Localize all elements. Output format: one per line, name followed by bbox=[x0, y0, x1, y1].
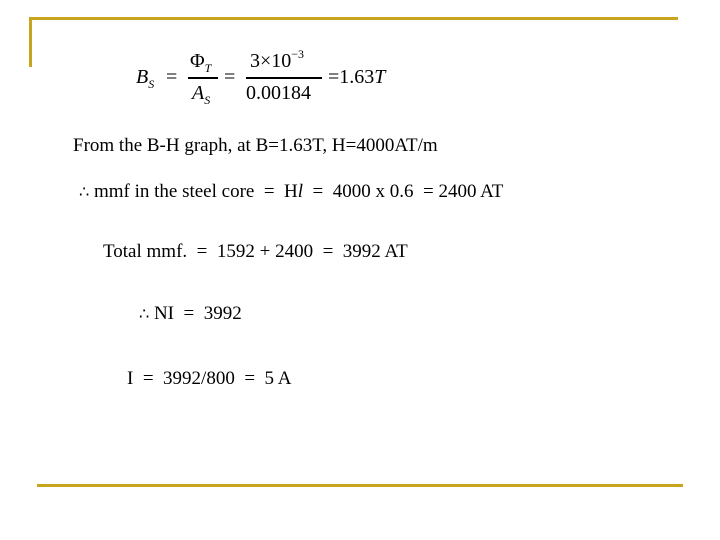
eq-equals-1: = bbox=[166, 66, 178, 88]
current-line: I = 3992/800 = 5 A bbox=[127, 368, 292, 389]
eq-frac1-numerator: $\Phi_T$ bbox=[190, 50, 212, 75]
eq-equals-2: = bbox=[224, 66, 236, 88]
eq-lhs: $B_S$ bbox=[136, 66, 155, 91]
eq-frac2-denominator: 0.00184 bbox=[246, 82, 311, 104]
therefore-symbol: ∴ bbox=[79, 182, 90, 201]
therefore-symbol: ∴ bbox=[139, 304, 150, 323]
eq-frac1-bar bbox=[188, 77, 218, 79]
eq-result: =1.63T bbox=[328, 66, 386, 88]
bottom-rule bbox=[37, 484, 683, 487]
flux-density-equation bbox=[136, 48, 436, 110]
bh-graph-line: From the B-H graph, at B=1.63T, H=4000AT/m bbox=[73, 135, 438, 156]
eq-frac2-bar bbox=[246, 77, 322, 79]
ni-line: ∴ NI = 3992 bbox=[139, 303, 242, 324]
steel-core-mmf-line: ∴ mmf in the steel core = Hl = 4000 x 0.6 = 2400 AT bbox=[79, 181, 504, 202]
top-rule bbox=[32, 17, 678, 20]
total-mmf-line: Total mmf. = 1592 + 2400 = 3992 AT bbox=[103, 241, 408, 262]
eq-frac1-denominator: $A_S$ bbox=[192, 82, 211, 107]
left-rule bbox=[29, 17, 32, 67]
eq-frac2-numerator: $3\times 10^{-3}$ bbox=[250, 47, 305, 72]
